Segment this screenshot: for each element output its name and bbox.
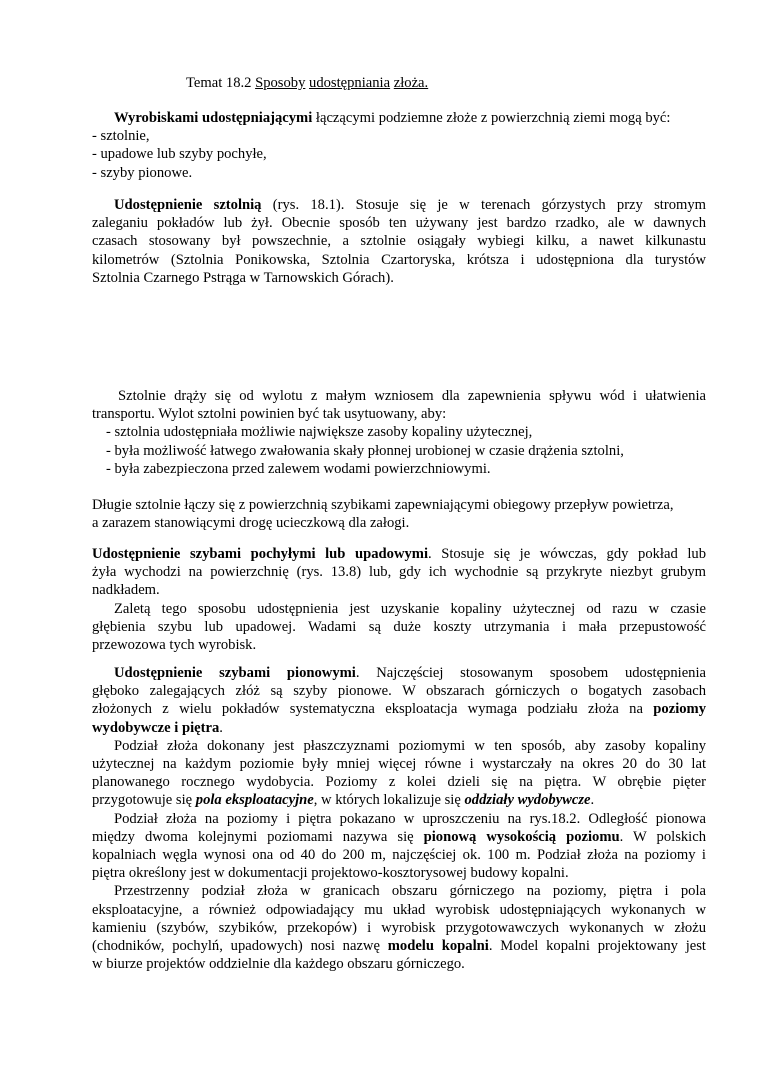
list-item: - szyby pionowe. bbox=[92, 164, 193, 181]
dlugie-paragraph: Długie sztolnie łączy się z powierzchnią szybikami zapewniającymi obiegowy przepływ powietrza, a zarazem stanowiącymi drogę ucieczkową dla załogi. bbox=[92, 497, 674, 532]
list-item: - była zabezpieczona przed zalewem wodami powierzchniowymi. bbox=[106, 460, 491, 477]
intro-paragraph: Wyrobiskami udostępniającymi łączącymi podziemne złoże z powierzchnią ziemi mogą być: - sztolnie, - upadowe lub szyby pochyłe, - szyby pionowe. bbox=[92, 109, 706, 182]
list-item: - sztolnie, bbox=[92, 128, 150, 145]
pochyle-paragraph: Udostępnienie szybami pochyłymi lub upadowymi. Stosuje się je wówczas, gdy pokład lub żyła wychodzi na powierzchnię (rys. 13.8) lub, gdy ich wychodnie są przykryte niezbyt grubym nadkładem. Zaletą tego sposobu udostępnienia jest uzyskanie kopaliny użytecznej od razu w czasie głębienia szybu lub upadowej. Wadami są duże koszty utrzymania i mała przepustowość przewozowa tych wyrobisk. bbox=[92, 546, 706, 654]
wylot-paragraph: Sztolnie drąży się od wylotu z małym wzniosem dla zapewnienia spływu wód i ułatwienia transportu. Wylot sztolni powinien być tak usytuowany, aby: - sztolnia udostępniała możliwie największe zasoby kopaliny użytecznej, - była możliwość łatwego zwałowania skały płonnej urobionej w czasie drążenia sztolni, - była zabezpieczona przed zalewem wodami powierzchniowymi. bbox=[92, 388, 706, 477]
page-title: Temat 18.2 Sposoby udostępniania złoża. bbox=[186, 75, 429, 91]
pionowe-paragraph: Udostępnienie szybami pionowymi. Najczęściej stosowanym sposobem udostępnienia głęboko zalegających złóż są szyby pionowe. W obszarach górniczych o bogatych zasobach złożonych z wielu pokładów systematyczna eksploatacja wymaga podziału złoża na poziomy wydobywcze i piętra. Podział złoża dokonany jest płaszczyznami poziomymi w ten sposób, aby zasoby kopaliny użytecznej na każdym poziomie były mniej więcej równe i wystarczały na okres 20 do 30 lat planowanego rocznego wydobycia. Poziomy z kolei dzieli się na piętra. W obrębie pięter przygotowuje się pola eksploatacyjne, w których lokalizuje się oddziały wydobywcze. Podział złoża na poziomy i piętra pokazano w uproszczeniu na rys.18.2. Odległość pionowa między dwoma kolejnymi poziomami nazywa się pionową wysokością poziomu. W polskich kopalniach węgla wynosi ona od 40 do 200 m, najczęściej ok. 100 m. Podział złoża na poziomy i piętra określony jest w dokumentacji projektowo-kosztorysowej budowy kopalni. Przestrzenny podział złoża w granicach obszaru górniczego na poziomy, piętra i pola eksploatacyjne, a również odpowiadający mu układ wyrobisk udostępniających wykonanych w kamieniu (szybów, szybików, przekopów) i wyrobisk przygotowawczych wykonanych w złożu (chodników, pochylń, upadowych) nosi nazwę modelu kopalni. Model kopalni projektowany jest w biurze projektów oddzielnie dla każdego obszaru górniczego. bbox=[92, 665, 707, 973]
list-item: - sztolnia udostępniała możliwie największe zasoby kopaliny użytecznej, bbox=[106, 424, 533, 441]
list-item: - była możliwość łatwego zwałowania skały płonnej urobionej w czasie drążenia sztolni, bbox=[106, 442, 624, 459]
sztolnia-paragraph: Udostępnienie sztolnią (rys. 18.1). Stosuje się je w terenach górzystych przy stromym zaleganiu pokładów lub żył. Obecnie sposób ten używany jest bardzo rzadko, ale w dawnych czasach stosowany był powszechnie, a sztolnie osiągały wybiegi kilku, a nawet kilkunastu kilometrów (Sztolnia Ponikowska, Sztolnia Czartoryska, krótsza i udostępniona dla turystów Sztolnia Czarnego Pstrąga w Tarnowskich Górach). bbox=[92, 197, 706, 286]
list-item: - upadowe lub szyby pochyłe, bbox=[92, 146, 267, 163]
